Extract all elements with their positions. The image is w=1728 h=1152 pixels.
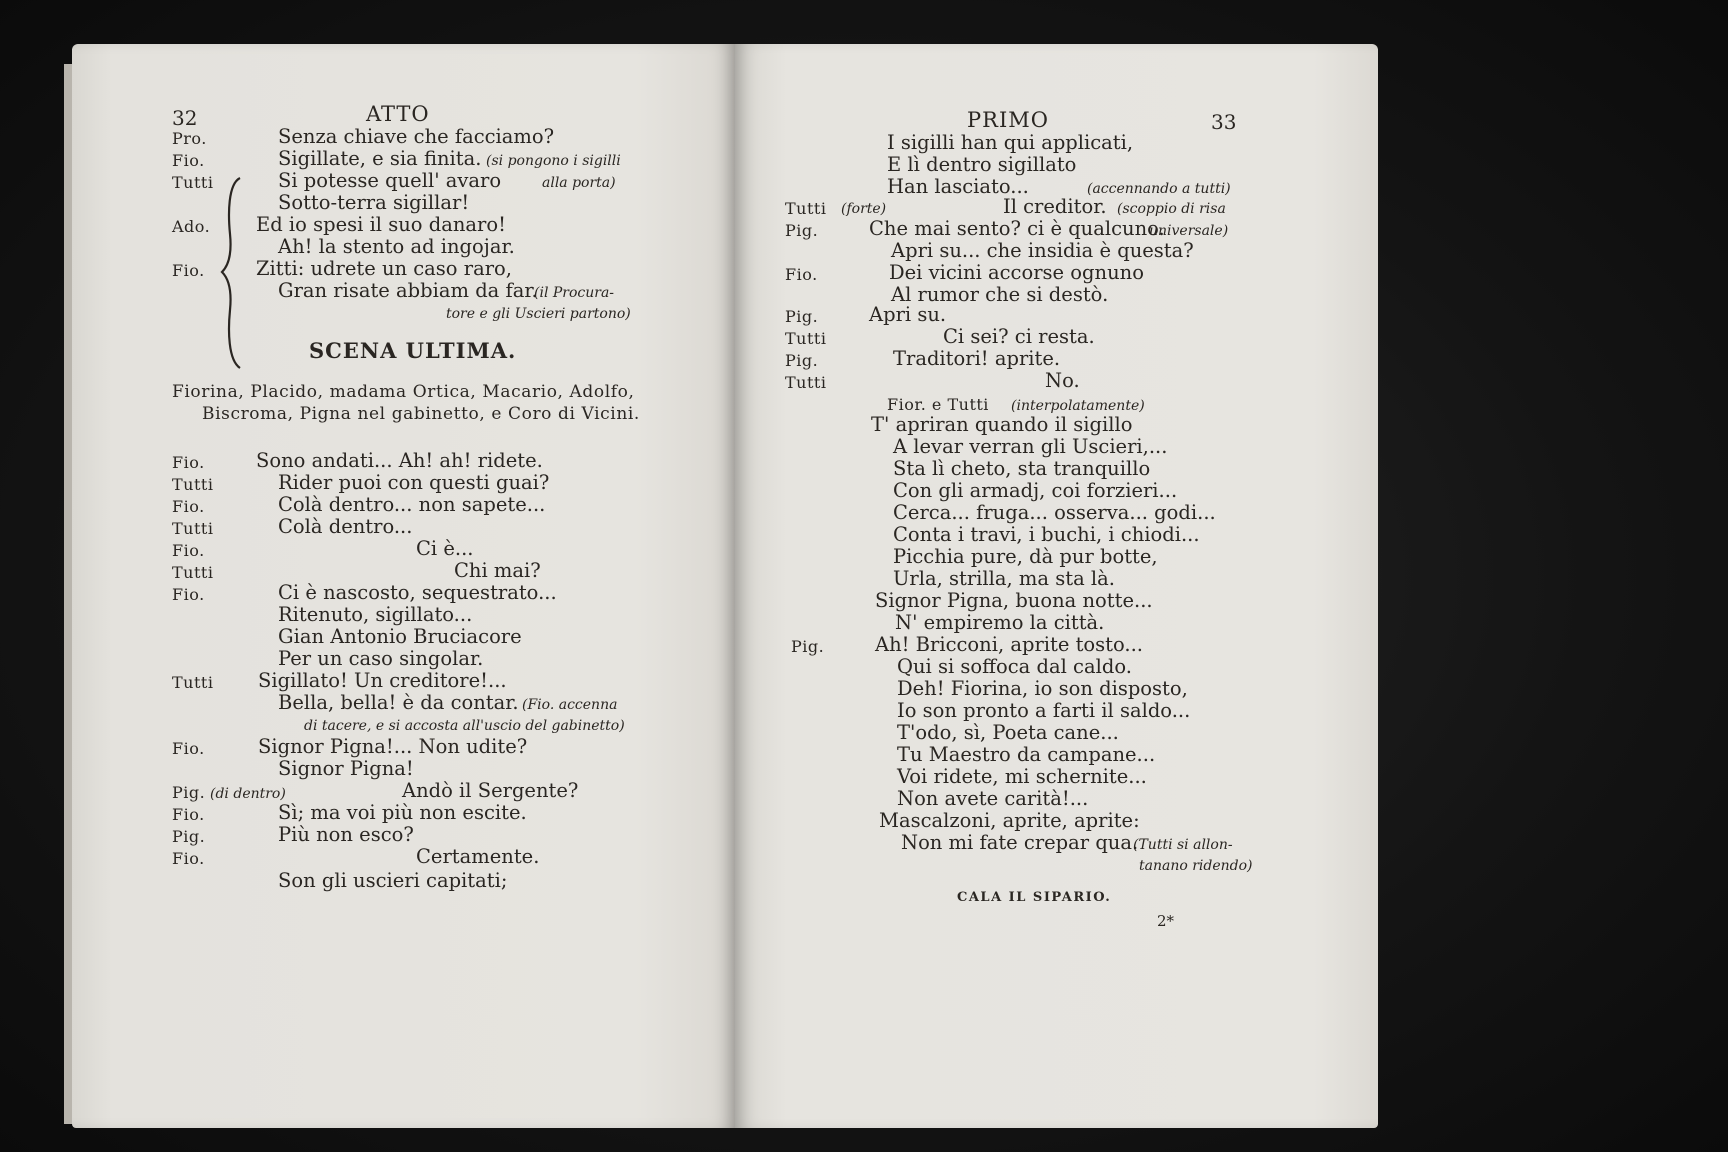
speaker: Tutti [785,329,827,348]
verse-line: Gran risate abbiam da far. [278,279,538,302]
speaker: Tutti [785,373,827,392]
verse-line: Picchia pure, dà pur botte, [893,545,1158,568]
verse-line: Apri su. [869,303,947,326]
speaker: Fio. [172,261,205,280]
brace-icon [218,174,248,374]
verse-line: Cerca... fruga... osserva... godi... [893,501,1216,524]
speaker: Pig. [785,307,819,326]
verse-line: Ritenuto, sigillato... [278,603,473,626]
verse-line: Chi mai? [454,559,541,582]
verse-line: Dei vicini accorse ognuno [889,261,1144,284]
verse-line: Ci è nascosto, sequestrato... [278,581,557,604]
verse-line: A levar verran gli Uscieri,... [893,435,1168,458]
open-book [72,44,1378,1132]
verse-line: Non avete carità!... [897,787,1089,810]
speaker: Pig. [791,637,825,656]
verse-line: No. [1045,369,1080,392]
speaker: Pig. [172,783,206,802]
scene-title: SCENA ULTIMA. [309,338,517,363]
verse-line: Mascalzoni, aprite, aprite: [879,809,1140,832]
stage-direction: di tacere, e si accosta all'uscio del gabinetto) [304,718,625,734]
speaker: Pig. [785,221,819,240]
stage-direction: (accennando a tutti) [1087,181,1231,197]
speaker: Fio. [785,265,818,284]
verse-line: Si potesse quell' avaro [278,169,502,192]
speaker: Fio. [172,585,205,604]
stage-direction: (scoppio di risa [1117,201,1226,217]
speaker: Fio. [172,453,205,472]
verse-line: Con gli armadj, coi forzieri... [893,479,1178,502]
verse-line: Signor Pigna!... Non udite? [258,735,528,758]
verse-line: Voi ridete, mi schernite... [897,765,1147,788]
speaker: Ado. [172,217,211,236]
speaker: Fio. [172,849,205,868]
verse-line: Sigillato! Un creditore!... [258,669,507,692]
left-page-header: ATTO [366,102,430,126]
verse-line: Tu Maestro da campane... [897,743,1156,766]
verse-line: Ci è... [416,537,474,560]
speaker: Tutti [785,199,827,218]
verse-line: Sigillate, e sia finita. [278,147,482,170]
verse-line: Che mai sento? ci è qualcuno. [869,217,1165,240]
verse-line: Io son pronto a farti il saldo... [897,699,1191,722]
stage-direction: (di dentro) [210,786,286,802]
verse-line: T' apriran quando il sigillo [871,413,1133,436]
verse-line: Al rumor che si destò. [891,283,1109,306]
verse-line: Il creditor. [1003,195,1107,218]
speaker: Pig. [172,827,206,846]
verse-line: Ah! Bricconi, aprite tosto... [875,633,1143,656]
stage-direction: (il Procura- [534,285,615,301]
right-page [735,44,1378,1128]
speaker: Tutti [172,173,214,192]
verse-line: Bella, bella! è da contar. [278,691,519,714]
speaker: Pro. [172,129,207,148]
speaker: Fio. [172,805,205,824]
stage-direction: (interpolatamente) [1011,398,1145,414]
verse-line: Sotto-terra sigillar! [278,191,470,214]
verse-line: Sì; ma voi più non escite. [278,801,527,824]
verse-line: Per un caso singolar. [278,647,484,670]
speaker: Fio. [172,497,205,516]
verse-line: Ah! la stento ad ingojar. [278,235,515,258]
verse-line: Ci sei? ci resta. [943,325,1095,348]
speaker: Fio. [172,739,205,758]
verse-line: Andò il Sergente? [402,779,579,802]
speaker: Fior. e Tutti [887,395,989,414]
verse-line: N' empiremo la città. [895,611,1105,634]
stage-direction: (si pongono i sigilli [486,153,621,169]
stage-direction: (Tutti si allon- [1133,837,1233,853]
verse-line: Colà dentro... non sapete... [278,493,546,516]
stage-direction: tanano ridendo) [1139,858,1253,874]
stage-direction: (forte) [841,201,887,217]
verse-line: Zitti: udrete un caso raro, [256,257,512,280]
curtain-falls: CALA IL SIPARIO. [957,890,1112,905]
verse-line: Son gli uscieri capitati; [278,869,508,892]
verse-line: Traditori! aprite. [893,347,1061,370]
stage-direction: universale) [1149,223,1229,239]
verse-line: Colà dentro... [278,515,413,538]
speaker: Tutti [172,563,214,582]
verse-line: E lì dentro sigillato [887,153,1077,176]
verse-line: Signor Pigna, buona notte... [875,589,1153,612]
stage-direction: (Fio. accenna [522,697,618,713]
verse-line: Rider puoi con questi guai? [278,471,550,494]
speaker: Tutti [172,673,214,692]
verse-line: T'odo, sì, Poeta cane... [897,721,1119,744]
verse-line: Sta lì cheto, sta tranquillo [893,457,1151,480]
right-page-number: 33 [1211,110,1237,134]
verse-line: Deh! Fiorina, io son disposto, [897,677,1188,700]
speaker: Fio. [172,541,205,560]
speaker: Tutti [172,475,214,494]
speaker: Fio. [172,151,205,170]
left-page-number: 32 [172,106,198,130]
speaker: Pig. [785,351,819,370]
verse-line: Signor Pigna! [278,757,414,780]
left-page [72,44,735,1128]
verse-line: Ed io spesi il suo danaro! [256,213,506,236]
verse-line: Certamente. [416,845,540,868]
verse-line: Sono andati... Ah! ah! ridete. [256,449,543,472]
characters-line: Fiorina, Placido, madama Ortica, Macario, Adolfo, [172,382,635,402]
verse-line: Han lasciato... [887,175,1029,198]
verse-line: Non mi fate crepar qua. [901,831,1139,854]
stage-direction: alla porta) [542,175,616,191]
characters-line: Biscroma, Pigna nel gabinetto, e Coro di Vicini. [202,404,640,424]
verse-line: Qui si soffoca dal caldo. [897,655,1132,678]
verse-line: Gian Antonio Bruciacore [278,625,522,648]
right-page-header: PRIMO [967,108,1049,132]
verse-line: Senza chiave che facciamo? [278,125,555,148]
verse-line: Più non esco? [278,823,414,846]
verse-line: Apri su... che insidia è questa? [891,239,1194,262]
signature-mark: 2* [1157,912,1175,930]
verse-line: I sigilli han qui applicati, [887,131,1134,154]
stage-direction: tore e gli Uscieri partono) [446,306,631,322]
verse-line: Urla, strilla, ma sta là. [893,567,1115,590]
verse-line: Conta i travi, i buchi, i chiodi... [893,523,1200,546]
speaker: Tutti [172,519,214,538]
